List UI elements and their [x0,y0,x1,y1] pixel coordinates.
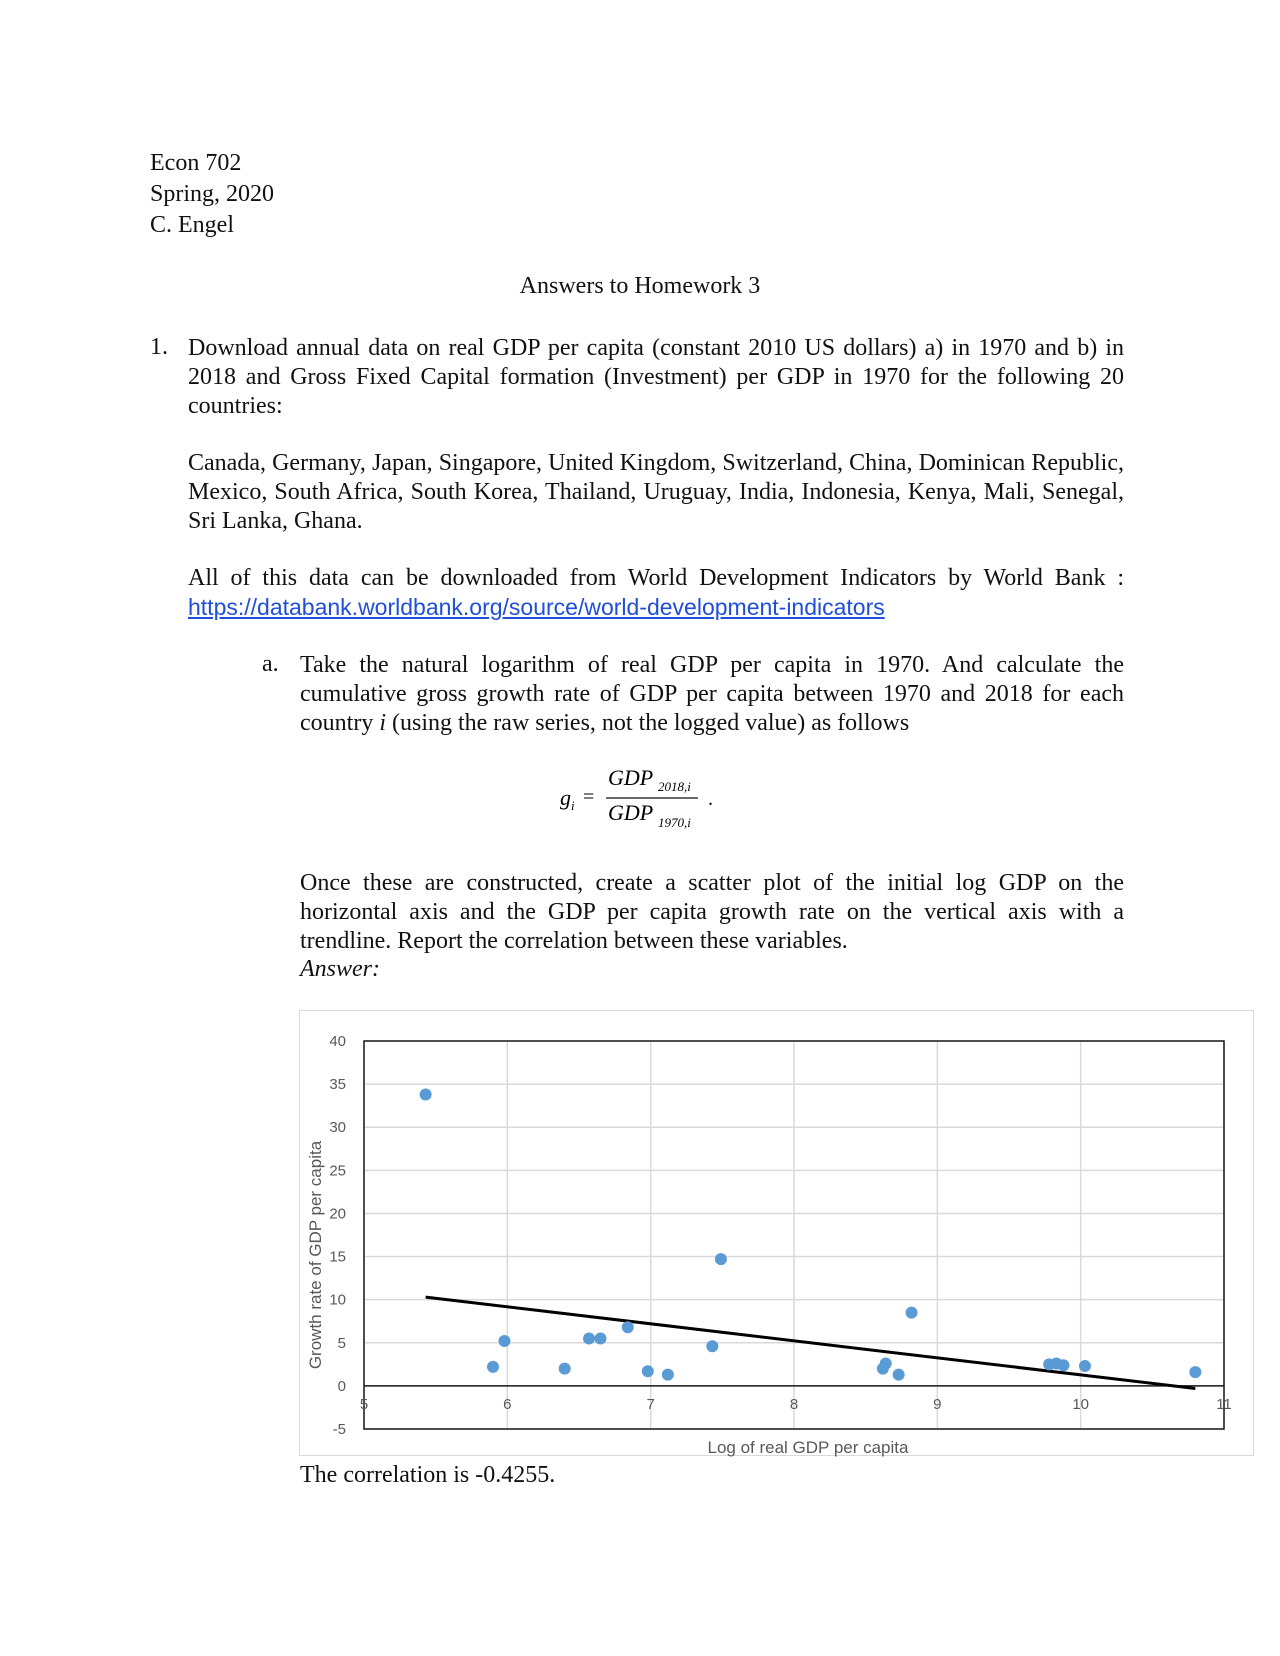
correlation-result: The correlation is -0.4255. [300,1462,556,1488]
growth-formula [560,765,740,835]
x-axis-title: Log of real GDP per capita [707,1438,909,1457]
formula-equals: = [583,786,595,808]
data-point [1189,1366,1201,1378]
y-tick-label: 0 [337,1377,346,1395]
x-tick-label: 6 [503,1395,512,1413]
country-list: Canada, Germany, Japan, Singapore, United Kingdom, Switzerland, China, Dominican Republic, Mexico, South Africa, South Korea, Thailand, Uruguay, India, Indonesia, Kenya, Mali, Senegal, Sri Lanka, Ghana. [188,450,1124,534]
data-point [642,1365,654,1377]
formula-denominator: GDP [608,800,654,825]
y-axis-title: Growth rate of GDP per capita [306,1140,325,1370]
x-tick-label: 8 [789,1395,799,1413]
part-a-var-i: i [379,710,386,736]
course-name: Econ 702 [150,150,242,176]
answer-label: Answer: [300,956,380,982]
data-point [595,1332,607,1344]
instructor: C. Engel [150,212,234,238]
y-tick-label: -5 [332,1421,346,1438]
data-point [662,1369,674,1381]
part-a-text-1: Take the natural logarithm of real GDP per capita in 1970. And calculate the cumulative gross growth rate of GDP per capita between 1970 and 2018 for each country [300,652,1124,736]
formula-period: . [708,788,713,810]
y-tick-label: 40 [329,1033,346,1050]
y-tick-label: 15 [329,1248,346,1266]
data-point [559,1363,571,1375]
document-header [150,148,274,241]
formula-numerator: GDP [608,765,654,790]
part-a-label: a. [262,651,279,677]
data-point [715,1253,727,1265]
y-tick-label: 35 [329,1076,346,1094]
question-number: 1. [150,334,168,360]
y-tick-label: 5 [337,1334,346,1352]
data-point [906,1307,918,1319]
y-tick-label: 25 [329,1162,346,1180]
y-tick-label: 30 [329,1119,346,1137]
data-point [487,1361,499,1373]
source-paragraph [188,564,1124,623]
source-link[interactable]: https://databank.worldbank.org/source/world-development-indicators [188,594,885,620]
x-tick-label: 11 [1216,1395,1232,1413]
scatter-chart-svg [300,1011,1255,1457]
data-point [893,1369,905,1381]
part-a-text [300,651,1124,738]
term: Spring, 2020 [150,181,275,207]
y-tick-label: 10 [329,1291,346,1309]
part-a-instructions: Once these are constructed, create a scatter plot of the initial log GDP on the horizontal axis and the GDP per capita growth rate on the vertical axis with a trendline. Report the correlation between these variables. [300,870,1124,954]
formula-numerator-sub: 2018,i [658,779,691,794]
data-point [706,1340,718,1352]
x-tick-label: 7 [646,1395,655,1413]
scatter-chart [299,1010,1254,1456]
part-a-text-2: (using the raw series, not the logged value) as follows [385,710,910,736]
data-point [420,1088,432,1100]
x-tick-label: 5 [359,1395,369,1413]
data-point [622,1321,634,1333]
page-title: Answers to Homework 3 [519,273,761,299]
formula-lhs-sub: i [571,798,575,813]
data-point [1079,1360,1091,1372]
formula-denominator-sub: 1970,i [658,815,691,830]
data-point [880,1357,892,1369]
formula-lhs: g [560,785,571,810]
data-point [1057,1359,1069,1371]
y-tick-label: 20 [329,1205,346,1223]
data-point [498,1335,510,1347]
question-intro: Download annual data on real GDP per capita (constant 2010 US dollars) a) in 1970 and b) in 2018 and Gross Fixed Capital formation (Investment) per GDP in 1970 for the following 20 countries: [188,335,1124,419]
x-tick-label: 10 [1072,1395,1090,1413]
data-point [583,1332,595,1344]
source-text: All of this data can be downloaded from World Development Indicators by World Bank : [188,565,1124,591]
x-tick-label: 9 [933,1395,942,1413]
